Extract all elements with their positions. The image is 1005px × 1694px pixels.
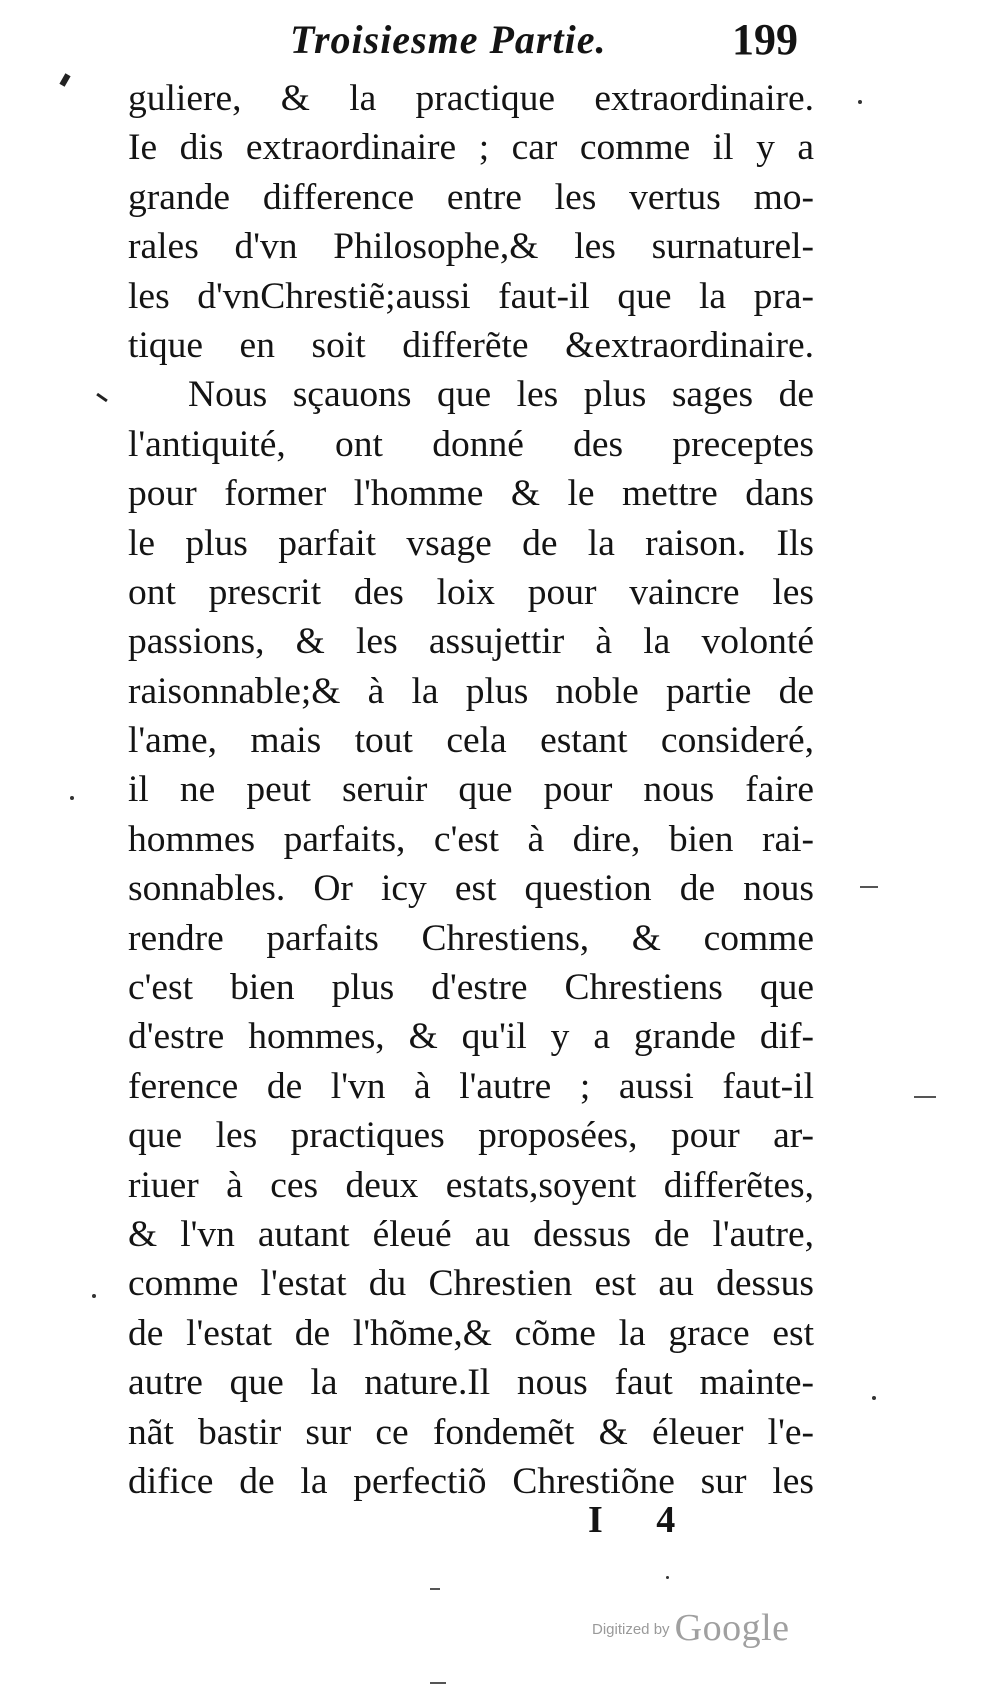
text-line: ference de l'vn à l'autre ; aussi faut-il (128, 1065, 814, 1107)
scan-speck (70, 796, 74, 800)
text-line: grande difference entre les vertus mo- (128, 176, 814, 218)
text-line: sonnables. Or icy est question de nous (128, 868, 814, 910)
paragraph-first-line: Nous sçauons que les plus sages de (188, 374, 814, 416)
text-line: difice de la perfectiõ Chrestiõne sur les (128, 1460, 814, 1502)
text-line: c'est bien plus d'estre Chrestiens que (128, 967, 814, 1009)
text-line: d'estre hommes, & qu'il y a grande dif- (128, 1016, 814, 1058)
text-line: hommes parfaits, c'est à dire, bien rai- (128, 818, 814, 860)
scan-speck (96, 393, 108, 402)
text-line: autre que la nature.Il nous faut mainte- (128, 1362, 814, 1404)
text-line: il ne peut seruir que pour nous faire (128, 769, 814, 811)
body-text (128, 74, 814, 1506)
google-brand: Google (674, 1607, 790, 1649)
scan-speck (59, 73, 70, 86)
text-line: de l'estat de l'hõme,& cõme la grace est (128, 1312, 814, 1354)
text-line: le plus parfait vsage de la raison. Ils (128, 522, 814, 564)
signature-mark: I 4 (588, 1499, 698, 1541)
scan-speck (666, 1576, 669, 1579)
text-line: l'ame, mais tout cela estant consideré, (128, 720, 814, 762)
running-title: Troisiesme Partie. (290, 17, 607, 62)
text-line: pour former l'homme & le mettre dans (128, 473, 814, 515)
scan-speck (860, 886, 878, 888)
scan-speck (92, 1294, 96, 1298)
scan-speck (872, 1396, 876, 1400)
digitized-by-label: Digitized by (592, 1621, 670, 1638)
text-line: comme l'estat du Chrestien est au dessus (128, 1263, 814, 1305)
text-line: rendre parfaits Chrestiens, & comme (128, 917, 814, 959)
text-line: passions, & les assujettir à la volonté (128, 621, 814, 663)
scan-speck (858, 100, 862, 104)
text-line: rales d'vn Philosophe,& les surnaturel- (128, 226, 814, 268)
text-line: nãt bastir sur ce fondemẽt & éleuer l'e- (128, 1411, 814, 1453)
text-line: riuer à ces deux estats,soyent differẽtes, (128, 1164, 814, 1206)
digitization-watermark (592, 1606, 790, 1650)
scan-speck (430, 1682, 446, 1684)
text-line: l'antiquité, ont donné des preceptes (128, 423, 814, 465)
text-line: raisonnable;& à la plus noble partie de (128, 670, 814, 712)
text-line: ont prescrit des loix pour vaincre les (128, 571, 814, 613)
scan-speck (914, 1096, 936, 1098)
text-line: guliere, & la practique extraordinaire. (128, 78, 814, 119)
text-line: & l'vn autant éleué au dessus de l'autre, (128, 1213, 814, 1255)
text-line: tique en soit differẽte &extraordinaire. (128, 324, 814, 366)
text-line: Ie dis extraordinaire ; car comme il y a (128, 127, 814, 169)
page-number: 199 (732, 15, 798, 64)
scan-speck (430, 1588, 440, 1590)
text-line: les d'vnChrestiẽ;aussi faut-il que la pra- (128, 275, 814, 317)
text-line: que les practiques proposées, pour ar- (128, 1115, 814, 1157)
